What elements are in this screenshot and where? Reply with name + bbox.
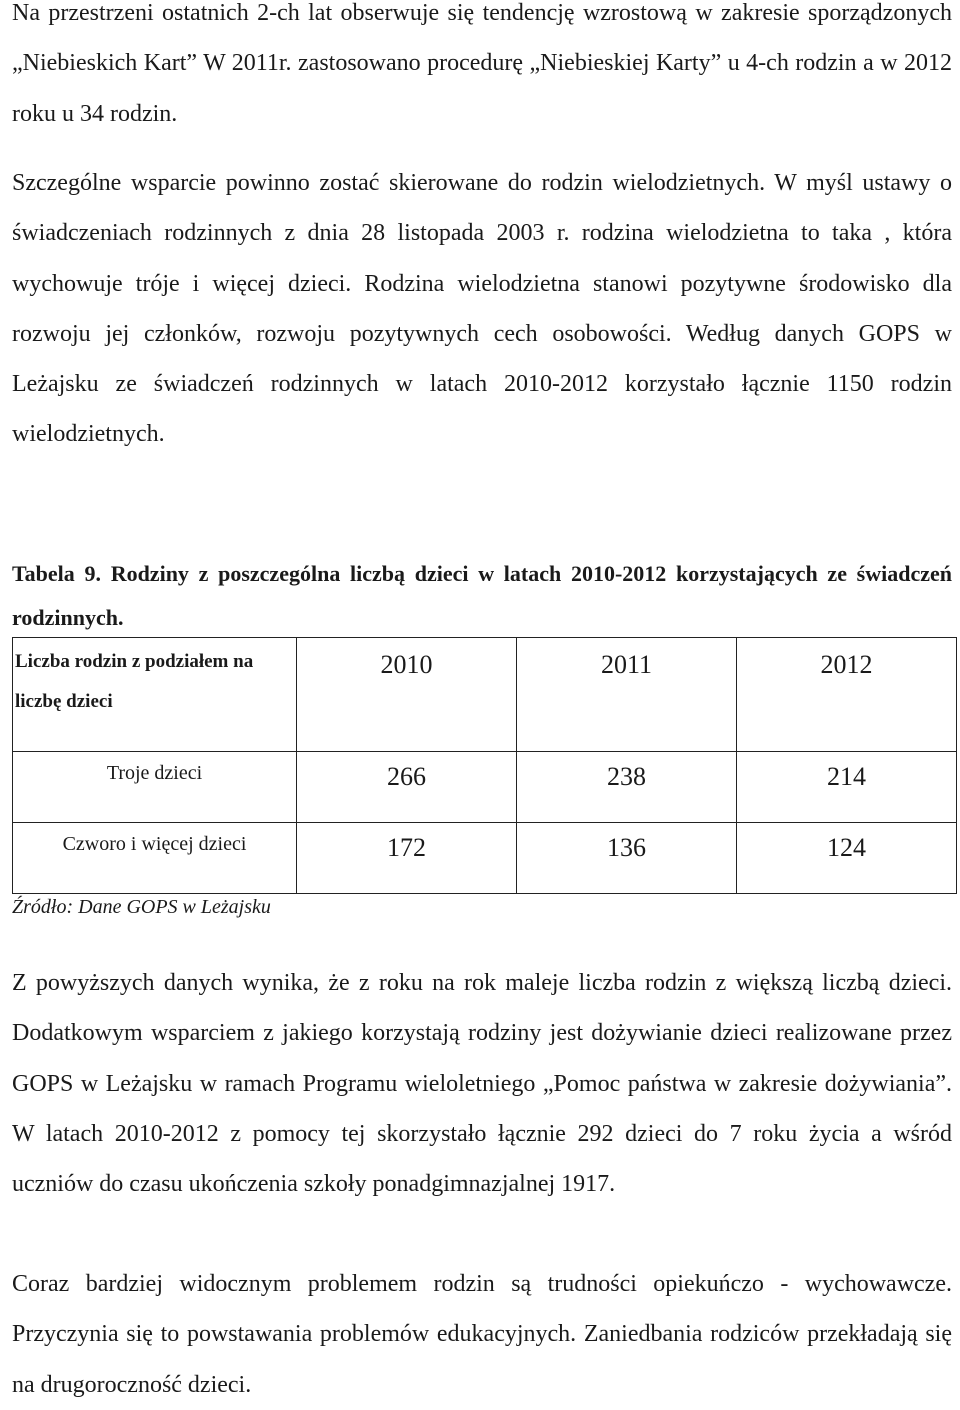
table-header-row bbox=[13, 638, 957, 752]
paragraph-blue-card: Na przestrzeni ostatnich 2-ch lat obserwuje się tendencję wzrostową w zakresie sporządzonych „Niebieskich Kart” W 2011r. zastosowano procedurę „Niebieskiej Karty” u 4-ch rodzin a w 2012 roku u 34 rodzin. bbox=[12, 0, 952, 127]
table-cell: 136 bbox=[517, 823, 737, 894]
table-header-year: 2011 bbox=[517, 638, 737, 752]
table-row bbox=[13, 752, 957, 823]
paragraph-nutrition-support: Z powyższych danych wynika, że z roku na rok maleje liczba rodzin z większą liczbą dzieci. Dodatkowym wsparciem z jakiego korzystają rodziny jest dożywianie dzieci realizowane przez GOPS w Leżajsku w ramach Programu wieloletniego „Pomoc państwa w zakresie dożywiania”. W latach 2010-2012 z pomocy tej skorzystało łącznie 292 dzieci do 7 roku życia a wśród uczniów do czasu ukończenia szkoły ponadgimnazjalnej 1917. bbox=[12, 970, 952, 1198]
table-header-label: Liczba rodzin z podziałem na liczbę dzieci bbox=[13, 638, 297, 752]
table-header-year: 2010 bbox=[297, 638, 517, 752]
table-cell: 266 bbox=[297, 752, 517, 823]
table-cell: 124 bbox=[737, 823, 957, 894]
table-caption: Tabela 9. Rodziny z poszczególna liczbą dzieci w latach 2010-2012 korzystających ze świadczeń rodzinnych. bbox=[12, 561, 952, 630]
table-source: Źródło: Dane GOPS w Leżajsku bbox=[12, 896, 271, 918]
table-row-label: Troje dzieci bbox=[13, 752, 297, 823]
table-row bbox=[13, 823, 957, 894]
paragraph-care-problems: Coraz bardziej widocznym problemem rodzin są trudności opiekuńczo - wychowawcze. Przyczynia się to powstawania problemów edukacyjnych. Zaniedbania rodziców przekładają się na drugoroczność dzieci. bbox=[12, 1271, 952, 1398]
table-header-year: 2012 bbox=[737, 638, 957, 752]
paragraph-large-families: Szczególne wsparcie powinno zostać skierowane do rodzin wielodzietnych. W myśl ustawy o świadczeniach rodzinnych z dnia 28 listopada 2003 r. rodzina wielodzietna to taka , która wychowuje tróje i więcej dzieci. Rodzina wielodzietna stanowi pozytywne środowisko dla rozwoju jej członków, rozwoju pozytywnych cech osobowości. Według danych GOPS w Leżajsku ze świadczeń rodzinnych w latach 2010-2012 korzystało łącznie 1150 rodzin wielodzietnych. bbox=[12, 170, 952, 448]
table-cell: 214 bbox=[737, 752, 957, 823]
table-cell: 172 bbox=[297, 823, 517, 894]
table-row-label: Czworo i więcej dzieci bbox=[13, 823, 297, 894]
families-table bbox=[12, 637, 957, 894]
table-cell: 238 bbox=[517, 752, 737, 823]
